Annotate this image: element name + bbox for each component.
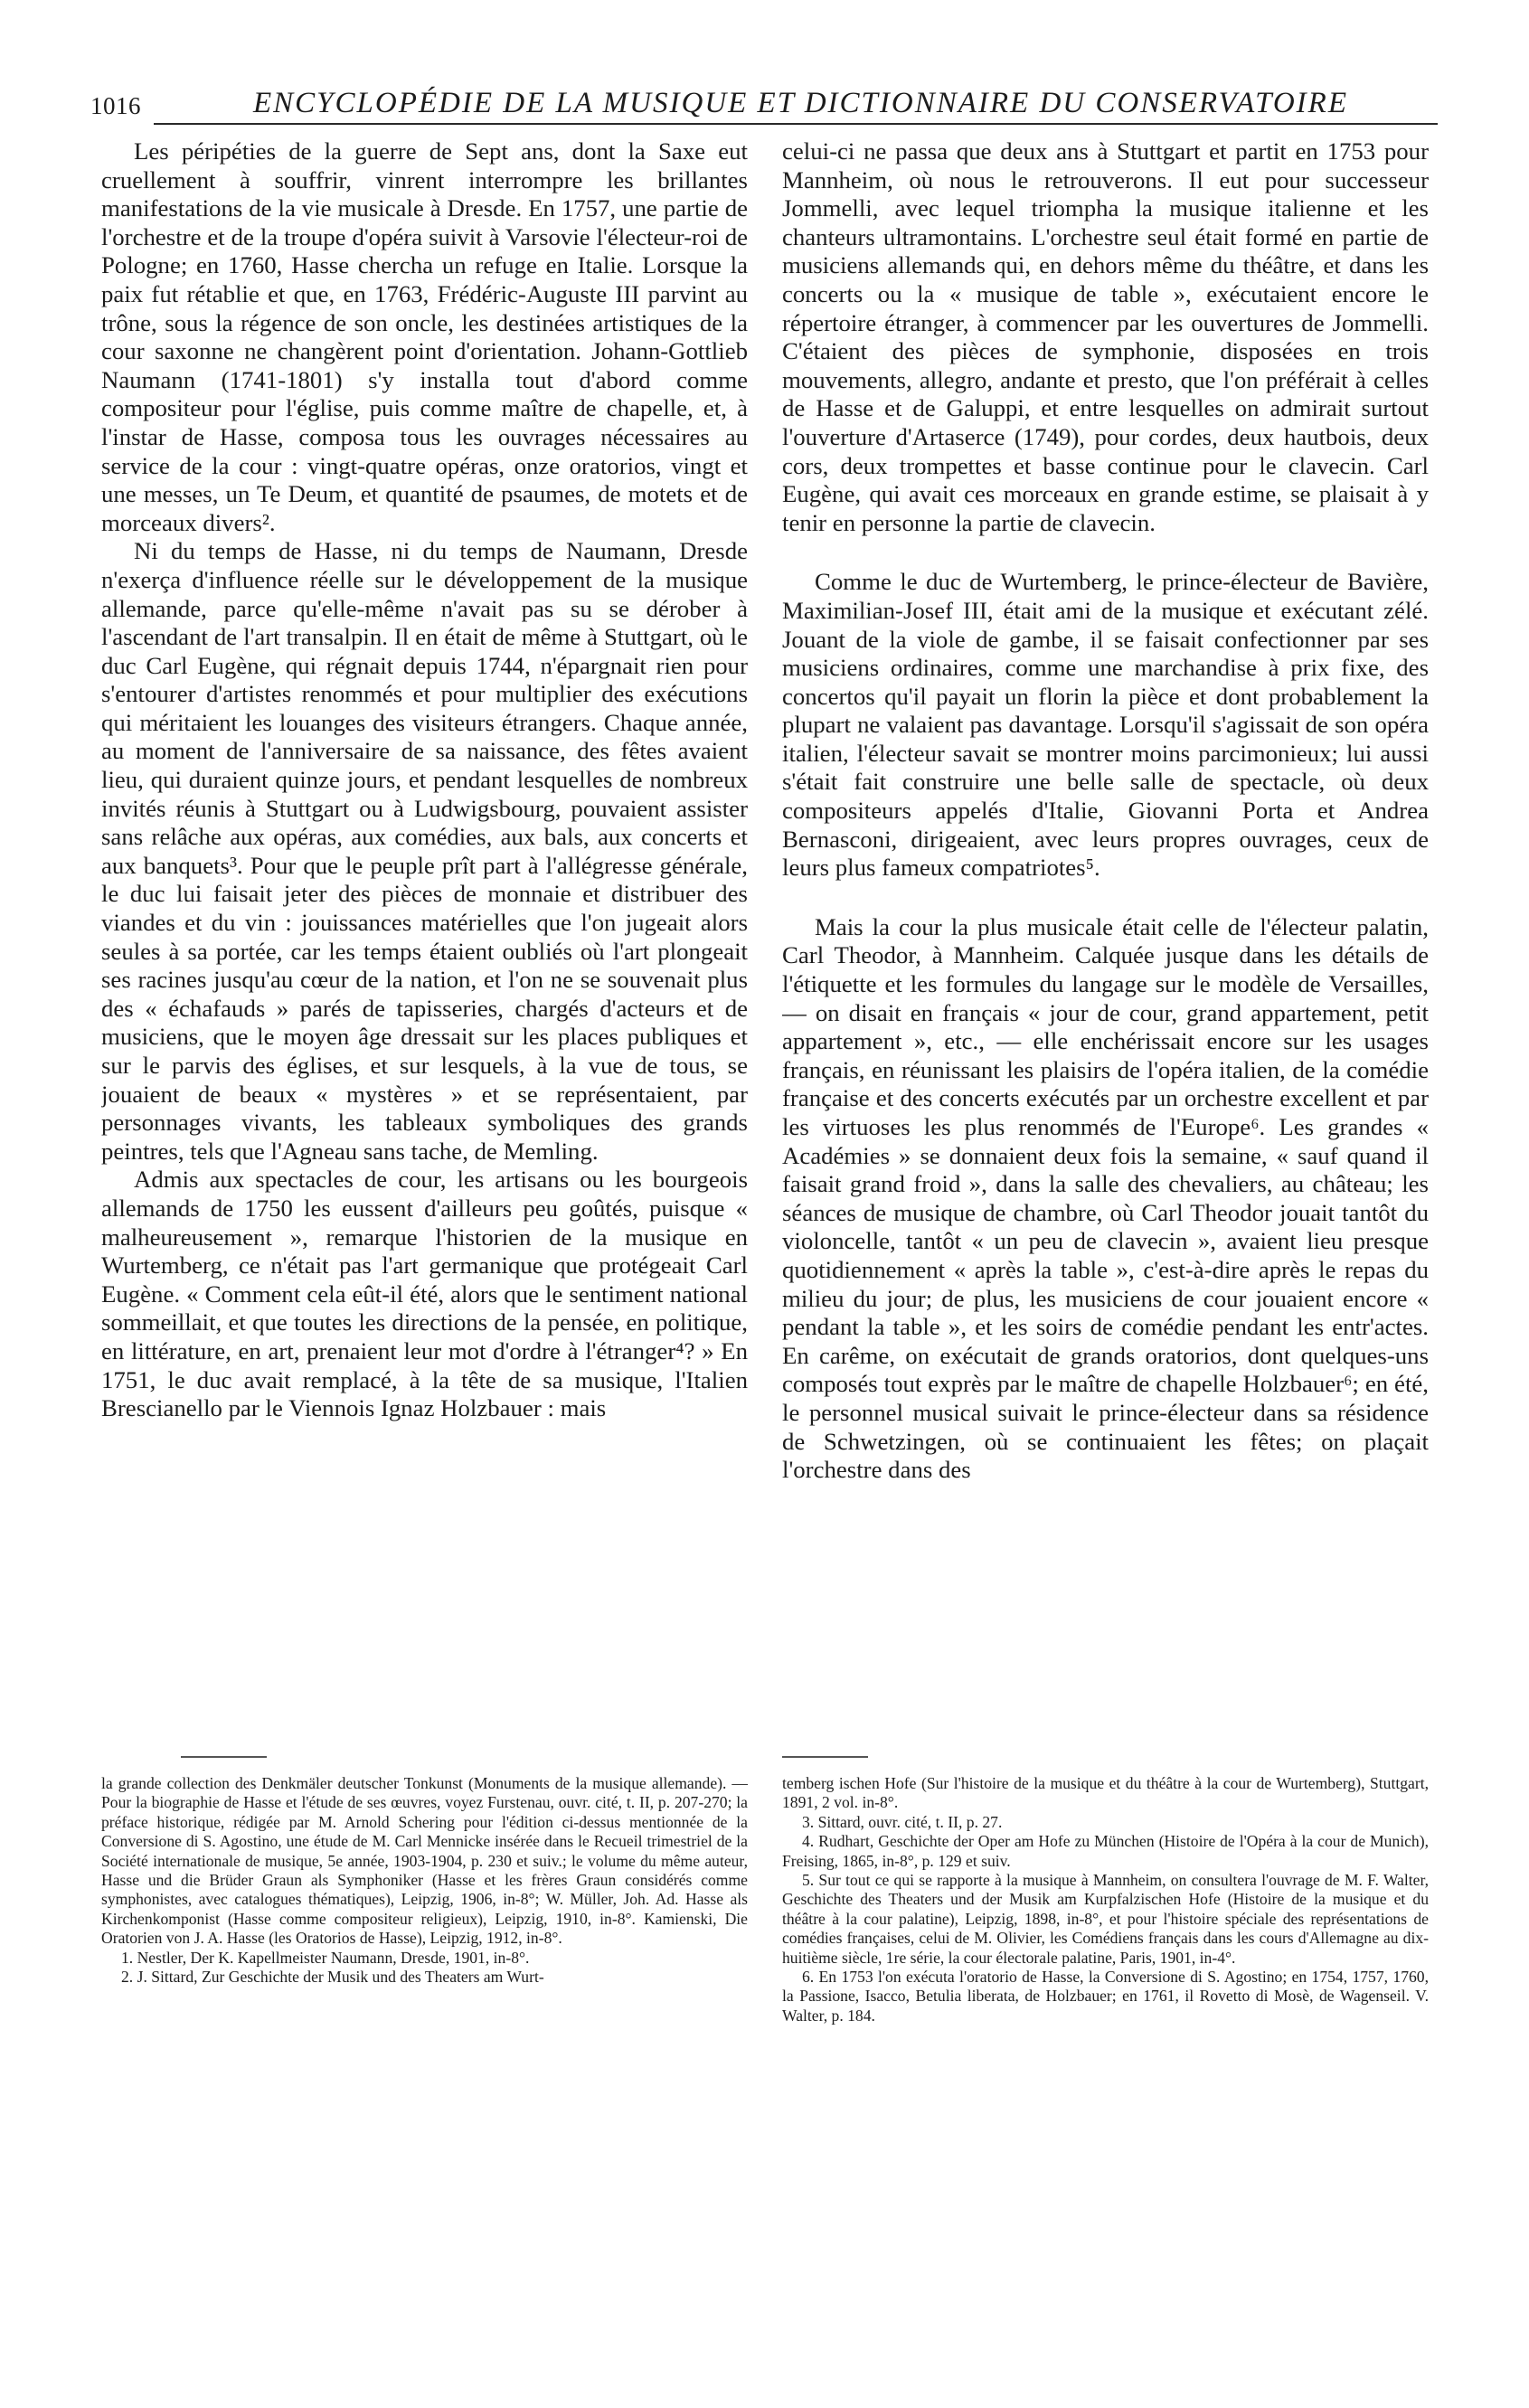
footnote: la grande collection des Denkmäler deutscher Tonkunst (Monuments de la musique allemande). — Pour la biographie de Hasse et l'étude de ses œuvres, voyez Furstenau, ouvr. cité, t. II, p. 207-270; la préface historique, rédigée par M. Arnold Schering pour l'édition ci-dessus mentionnée de la Conversione di S. Agostino, une étude de M. Carl Mennicke insérée dans le Recueil trimestriel de la Société internationale de musique, 5e année, 1903-1904, p. 230 et suiv.; le volume du même auteur, Hasse und die Brüder Graun als Symphoniker (Hasse et les frères Graun considérés comme symphonistes, avec catalogues thématiques), Leipzig, 1906, in-8°; W. Müller, Joh. Ad. Hasse als Kirchenkomponist (Hasse comme compositeur religieux), Leipzig, 1910, in-8°. Kamienski, Die Oratorien von J. A. Hasse (les Oratorios de Hasse), Leipzig, 1912, in-8°. <box>101 1774 748 1948</box>
footnote: 2. J. Sittard, Zur Geschichte der Musik und des Theaters am Wurt- <box>121 1968 544 1987</box>
footnote-divider <box>782 1756 868 1758</box>
running-title: ENCYCLOPÉDIE DE LA MUSIQUE ET DICTIONNAIRE DU CONSERVATOIRE <box>253 87 1348 119</box>
footnote-divider <box>181 1756 267 1758</box>
footnote: 4. Rudhart, Geschichte der Oper am Hofe zu München (Histoire de l'Opéra à la cour de Munich), Freising, 1865, in-8°, p. 129 et suiv. <box>782 1832 1429 1870</box>
footnote: temberg ischen Hofe (Sur l'histoire de la musique et du théâtre à la cour de Wurtemberg), Stuttgart, 1891, 2 vol. in-8°. <box>782 1774 1429 1812</box>
footnote: 6. En 1753 l'on exécuta l'oratorio de Hasse, la Conversione di S. Agostino; en 1754, 1757, 1760, la Passione, Isacco, Betulia liberata, de Holzbauer; en 1761, il Rovetto di Mosè, de Wagenseil. V. Walter, p. 184. <box>782 1968 1429 2025</box>
left-text-column <box>101 137 748 1747</box>
footnote: 3. Sittard, ouvr. cité, t. II, p. 27. <box>802 1812 1003 1831</box>
right-text-column <box>782 137 1429 1747</box>
footnote: 5. Sur tout ce qui se rapporte à la musique à Mannheim, on consultera l'ouvrage de M. F. Walter, Geschichte des Theaters und der Musik am Kurpfalzischen Hofe (Histoire de la musique et du théâtre à la cour palatine), Leipzig, 1898, in-8°, et pour l'histoire spéciale des représentations de comédies françaises, celui de M. Olivier, les Comédiens français dans les cours d'Allemagne au dix-huitième siècle, 1re série, la cour électorale palatine, Paris, 1901, in-4°. <box>782 1871 1429 1967</box>
footnotes-left <box>101 1774 748 2353</box>
footnote: 1. Nestler, Der K. Kapellmeister Naumann, Dresde, 1901, in-8°. <box>121 1948 530 1967</box>
paragraph: Mais la cour la plus musicale était celle de l'électeur palatin, Carl Theodor, à Mannheim. Calquée jusque dans les détails de l'étiquette et les formules du langage sur le modèle de Versailles, — on disait en français « jour de cour, grand appartement, petit appartement », etc., — elle enchérissait encore sur les usages français, en réunissant les plaisirs de l'opéra italien, de la comédie française et des concerts exécutés par un orchestre excellent et par les virtuoses les plus renommés de l'Europe⁶. Les grandes « Académies » se donnaient deux fois la semaine, « sauf quand il faisait grand froid », dans la salle des chevaliers, au château; les séances de musique de chambre, où Carl Theodor jouait tantôt du violoncelle, tantôt « un peu de clavecin », avaient lieu presque quotidiennement « après la table », c'est-à-dire après le repas du milieu du jour; de plus, les musiciens de cour jouaient encore « pendant la table », et les soirs de comédie pendant les entr'actes. En carême, on exécutait de grands oratorios, dont quelques-uns composés tout exprès par le maître de chapelle Holzbauer⁶; en été, le personnel musical suivait le prince-électeur dans sa résidence de Schwetzingen, où se continuaient les fêtes; on plaçait l'orchestre dans des <box>782 912 1429 1484</box>
footnotes-right <box>782 1774 1429 2353</box>
paragraph: Admis aux spectacles de cour, les artisans ou les bourgeois allemands de 1750 les eussent d'ailleurs peu goûtés, puisque « malheureusement », remarque l'historien de la musique en Wurtemberg, ce n'était pas l'art germanique que protégeait Carl Eugène. « Comment cela eût-il été, alors que le sentiment national sommeillait, et que toutes les directions de la pensée, en politique, en littérature, en art, prenaient leur mot d'ordre à l'étranger⁴? » En 1751, le duc avait remplacé, à la tête de sa musique, l'Italien Brescianello par le Viennois Ignaz Holzbauer : mais <box>101 1166 748 1422</box>
paragraph: Comme le duc de Wurtemberg, le prince-électeur de Bavière, Maximilian-Josef III, était ami de la musique et exécutant zélé. Jouant de la viole de gambe, il se faisait confectionner par ses musiciens ordinaires, comme une marchandise à prix fixe, des concertos qu'il payait un florin la pièce et dont probablement la plupart ne valaient pas davantage. Lorsqu'il s'agissait de son opéra italien, l'électeur savait se montrer moins parcimonieux; lui aussi s'était fait construire une belle salle de spectacle, où deux compositeurs appelés d'Italie, Giovanni Porta et Andrea Bernasconi, dirigeaient, avec leurs propres ouvrages, ceux de leurs plus fameux compatriotes⁵. <box>782 568 1429 882</box>
page-number: 1016 <box>90 92 141 119</box>
paragraph: Les péripéties de la guerre de Sept ans, dont la Saxe eut cruellement à souffrir, vinrent interrompre les brillantes manifestations de la vie musicale à Dresde. En 1757, une partie de l'orchestre et de la troupe d'opéra suivit à Varsovie l'électeur-roi de Pologne; en 1760, Hasse chercha un refuge en Italie. Lorsque la paix fut rétablie et que, en 1763, Frédéric-Auguste III parvint au trône, sous la régence de son oncle, les destinées artistiques de la cour saxonne ne changèrent point d'orientation. Johann-Gottlieb Naumann (1741-1801) s'y installa tout d'abord comme compositeur pour l'église, puis comme maître de chapelle, et, à l'instar de Hasse, composa tous les ouvrages nécessaires au service de la cour : vingt-quatre opéras, onze oratorios, vingt et une messes, un Te Deum, et quantité de psaumes, de motets et de morceaux divers². <box>101 137 748 536</box>
paragraph: celui-ci ne passa que deux ans à Stuttgart et partit en 1753 pour Mannheim, où nous le retrouverons. Il eut pour successeur Jommelli, avec lequel triompha la musique italienne et les chanteurs ultramontains. L'orchestre seul était formé en partie de musiciens allemands qui, en dehors même du théâtre, et dans les concerts ou la « musique de table », exécutaient encore le répertoire étranger, à commencer par les ouvertures de Jommelli. C'étaient des pièces de symphonie, disposées en trois mouvements, allegro, andante et presto, que l'on préférait à celles de Hasse et de Galuppi, et entre lesquelles on admirait surtout l'ouverture d'Artaserce (1749), pour cordes, deux hautbois, deux cors, deux trompettes et basse continue pour le clavecin. Carl Eugène, qui avait ces morceaux en grande estime, se plaisait à y tenir en personne la partie de clavecin. <box>782 137 1429 536</box>
paragraph: Ni du temps de Hasse, ni du temps de Naumann, Dresde n'exerça d'influence réelle sur le développement de la musique allemande, parce qu'elle-même n'avait pas su se dérober à l'ascendant de l'art transalpin. Il en était de même à Stuttgart, où le duc Carl Eugène, qui régnait depuis 1744, n'épargnait rien pour s'entourer d'artistes renommés et pour multiplier des exécutions qui méritaient les louanges des visiteurs étrangers. Chaque année, au moment de l'anniversaire de sa naissance, des fêtes avaient lieu, qui duraient quinze jours, et pendant lesquelles de nombreux invités réunis à Stuttgart ou à Ludwigsbourg, pouvaient assister sans relâche aux opéras, aux comédies, aux bals, aux concerts et aux banquets³. Pour que le peuple prît part à l'allégresse générale, le duc lui faisait jeter des pièces de monnaie et distribuer des viandes et du vin : jouissances matérielles que l'on jugeait alors seules à sa portée, car les temps étaient oubliés où l'art plongeait ses racines jusqu'au cœur de la nation, et l'on ne se souvenait plus des « échafauds » parés de tapisseries, chargés d'acteurs et de musiciens, que le moyen âge dressait sur les places publiques et sur le parvis des églises, et sur lesquels, à la vue de tous, se jouaient de beaux « mystères » et se représentaient, par personnages vivants, les tableaux symboliques des grands peintres, tels que l'Agneau sans tache, de Memling. <box>101 537 748 1165</box>
header-rule <box>154 123 1438 125</box>
